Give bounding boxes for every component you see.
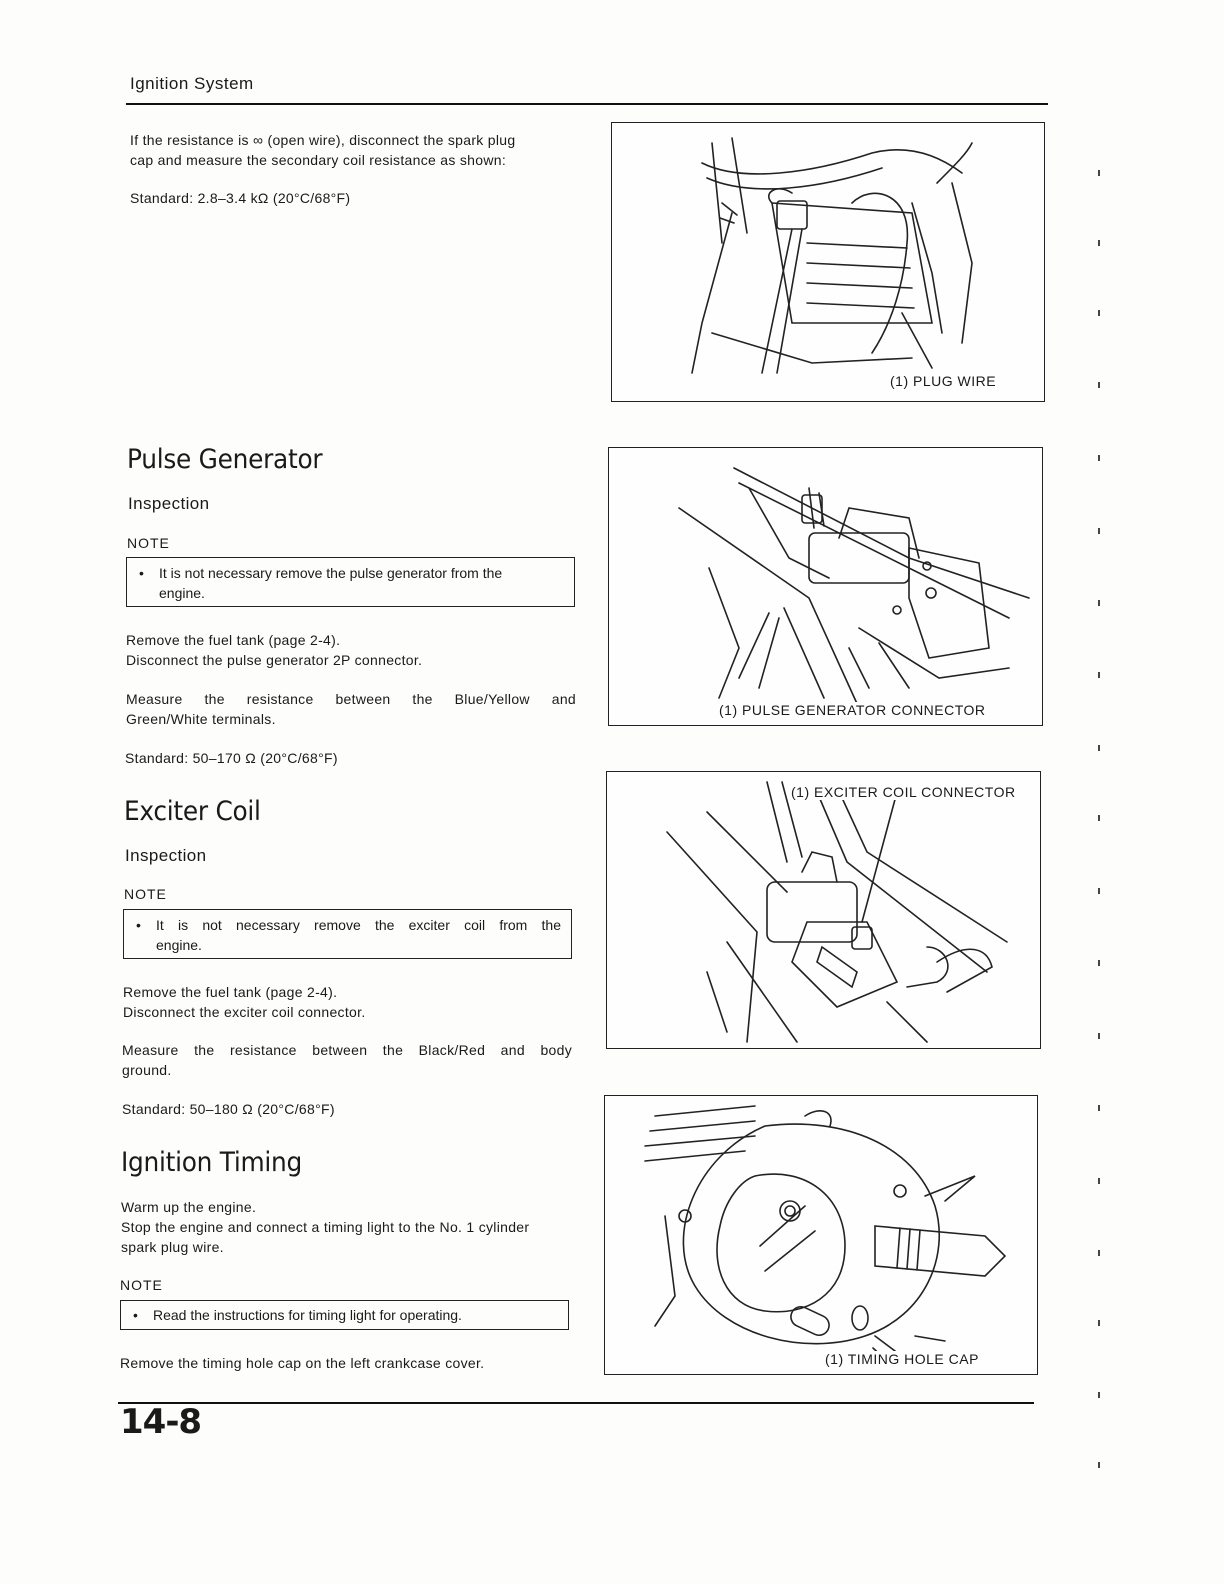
pulse-note-text-1: It is not necessary remove the pulse generator from the [159, 565, 503, 581]
intro-standard: Standard: 2.8–3.4 kΩ (20°C/68°F) [130, 190, 351, 206]
note-bullet: • [133, 1307, 138, 1323]
timing-steps [121, 1197, 571, 1257]
exciter-measure-1: Measure the resistance between the Black/Red and body [122, 1042, 572, 1058]
timing-hole-cap-illustration [605, 1096, 1038, 1375]
pulse-generator-subheading: Inspection [128, 494, 210, 513]
margin-tick [1098, 240, 1100, 246]
pulse-note-line-1 [139, 563, 564, 583]
margin-tick [1098, 960, 1100, 966]
timing-step-1: Warm up the engine. [121, 1199, 257, 1215]
intro-line-1: If the resistance is ∞ (open wire), disconnect the spark plug [130, 132, 516, 148]
plug-wire-label: (1) PLUG WIRE [890, 373, 997, 389]
exciter-note-box [123, 909, 572, 959]
page-header-title: Ignition System [130, 74, 254, 93]
margin-tick [1098, 815, 1100, 821]
margin-tick [1098, 888, 1100, 894]
exciter-note-line-1 [136, 915, 561, 935]
pulse-connector-label: (1) PULSE GENERATOR CONNECTOR [719, 702, 986, 718]
figure-plug-wire [611, 122, 1045, 402]
margin-tick [1098, 528, 1100, 534]
note-bullet: • [136, 917, 141, 933]
pulse-steps [126, 630, 576, 670]
exciter-coil-subheading: Inspection [125, 846, 207, 865]
pulse-note-box [126, 557, 575, 607]
timing-note-text: Read the instructions for timing light for operating. [153, 1307, 462, 1323]
pulse-step-2: Disconnect the pulse generator 2P connector. [126, 652, 423, 668]
timing-step-2: Stop the engine and connect a timing light to the No. 1 cylinder [121, 1219, 530, 1235]
margin-tick [1098, 672, 1100, 678]
margin-tick [1098, 745, 1100, 751]
exciter-measure-2: ground. [122, 1062, 172, 1078]
exciter-connector-label: (1) EXCITER COIL CONNECTOR [791, 784, 1016, 800]
margin-tick [1098, 1250, 1100, 1256]
exciter-note-text-1: It is not necessary remove the exciter coil from the [156, 917, 561, 933]
pulse-note-text-2: engine. [159, 585, 205, 601]
margin-tick [1098, 1178, 1100, 1184]
figure-timing-hole-cap [604, 1095, 1038, 1375]
timing-step-3: spark plug wire. [121, 1239, 224, 1255]
exciter-measure [122, 1040, 572, 1080]
exciter-note-label: NOTE [124, 886, 167, 902]
pulse-standard: Standard: 50–170 Ω (20°C/68°F) [125, 750, 338, 766]
pulse-generator-illustration [609, 448, 1043, 726]
pulse-generator-heading: Pulse Generator [127, 444, 323, 475]
margin-tick [1098, 1105, 1100, 1111]
figure-exciter-coil [606, 771, 1041, 1049]
exciter-note-text-2: engine. [156, 937, 202, 953]
figure-pulse-generator [608, 447, 1043, 726]
margin-tick [1098, 310, 1100, 316]
margin-tick [1098, 600, 1100, 606]
exciter-standard: Standard: 50–180 Ω (20°C/68°F) [122, 1101, 335, 1117]
exciter-step-1: Remove the fuel tank (page 2-4). [123, 984, 338, 1000]
margin-tick [1098, 455, 1100, 461]
margin-tick [1098, 1033, 1100, 1039]
timing-final: Remove the timing hole cap on the left crankcase cover. [120, 1355, 485, 1371]
margin-tick [1098, 1462, 1100, 1468]
timing-cap-label: (1) TIMING HOLE CAP [825, 1351, 979, 1367]
exciter-step-2: Disconnect the exciter coil connector. [123, 1004, 366, 1020]
margin-tick [1098, 382, 1100, 388]
pulse-step-1: Remove the fuel tank (page 2-4). [126, 632, 341, 648]
page-number: 14-8 [120, 1402, 202, 1442]
pulse-measure-2: Green/White terminals. [126, 711, 276, 727]
exciter-coil-illustration [607, 772, 1041, 1049]
pulse-measure-1: Measure the resistance between the Blue/Yellow and [126, 691, 576, 707]
note-bullet: • [139, 565, 144, 581]
plug-wire-illustration [612, 123, 1045, 402]
intro-text [130, 130, 590, 170]
margin-tick [1098, 1392, 1100, 1398]
pulse-measure [126, 689, 576, 729]
margin-tick [1098, 170, 1100, 176]
intro-line-2: cap and measure the secondary coil resistance as shown: [130, 152, 507, 168]
timing-note-label: NOTE [120, 1277, 163, 1293]
timing-note-box [120, 1300, 569, 1330]
ignition-timing-heading: Ignition Timing [121, 1147, 303, 1178]
exciter-coil-heading: Exciter Coil [124, 796, 261, 827]
exciter-steps [123, 982, 573, 1022]
pulse-note-label: NOTE [127, 535, 170, 551]
footer-rule [118, 1402, 1034, 1404]
margin-tick [1098, 1320, 1100, 1326]
header-rule [126, 103, 1048, 105]
